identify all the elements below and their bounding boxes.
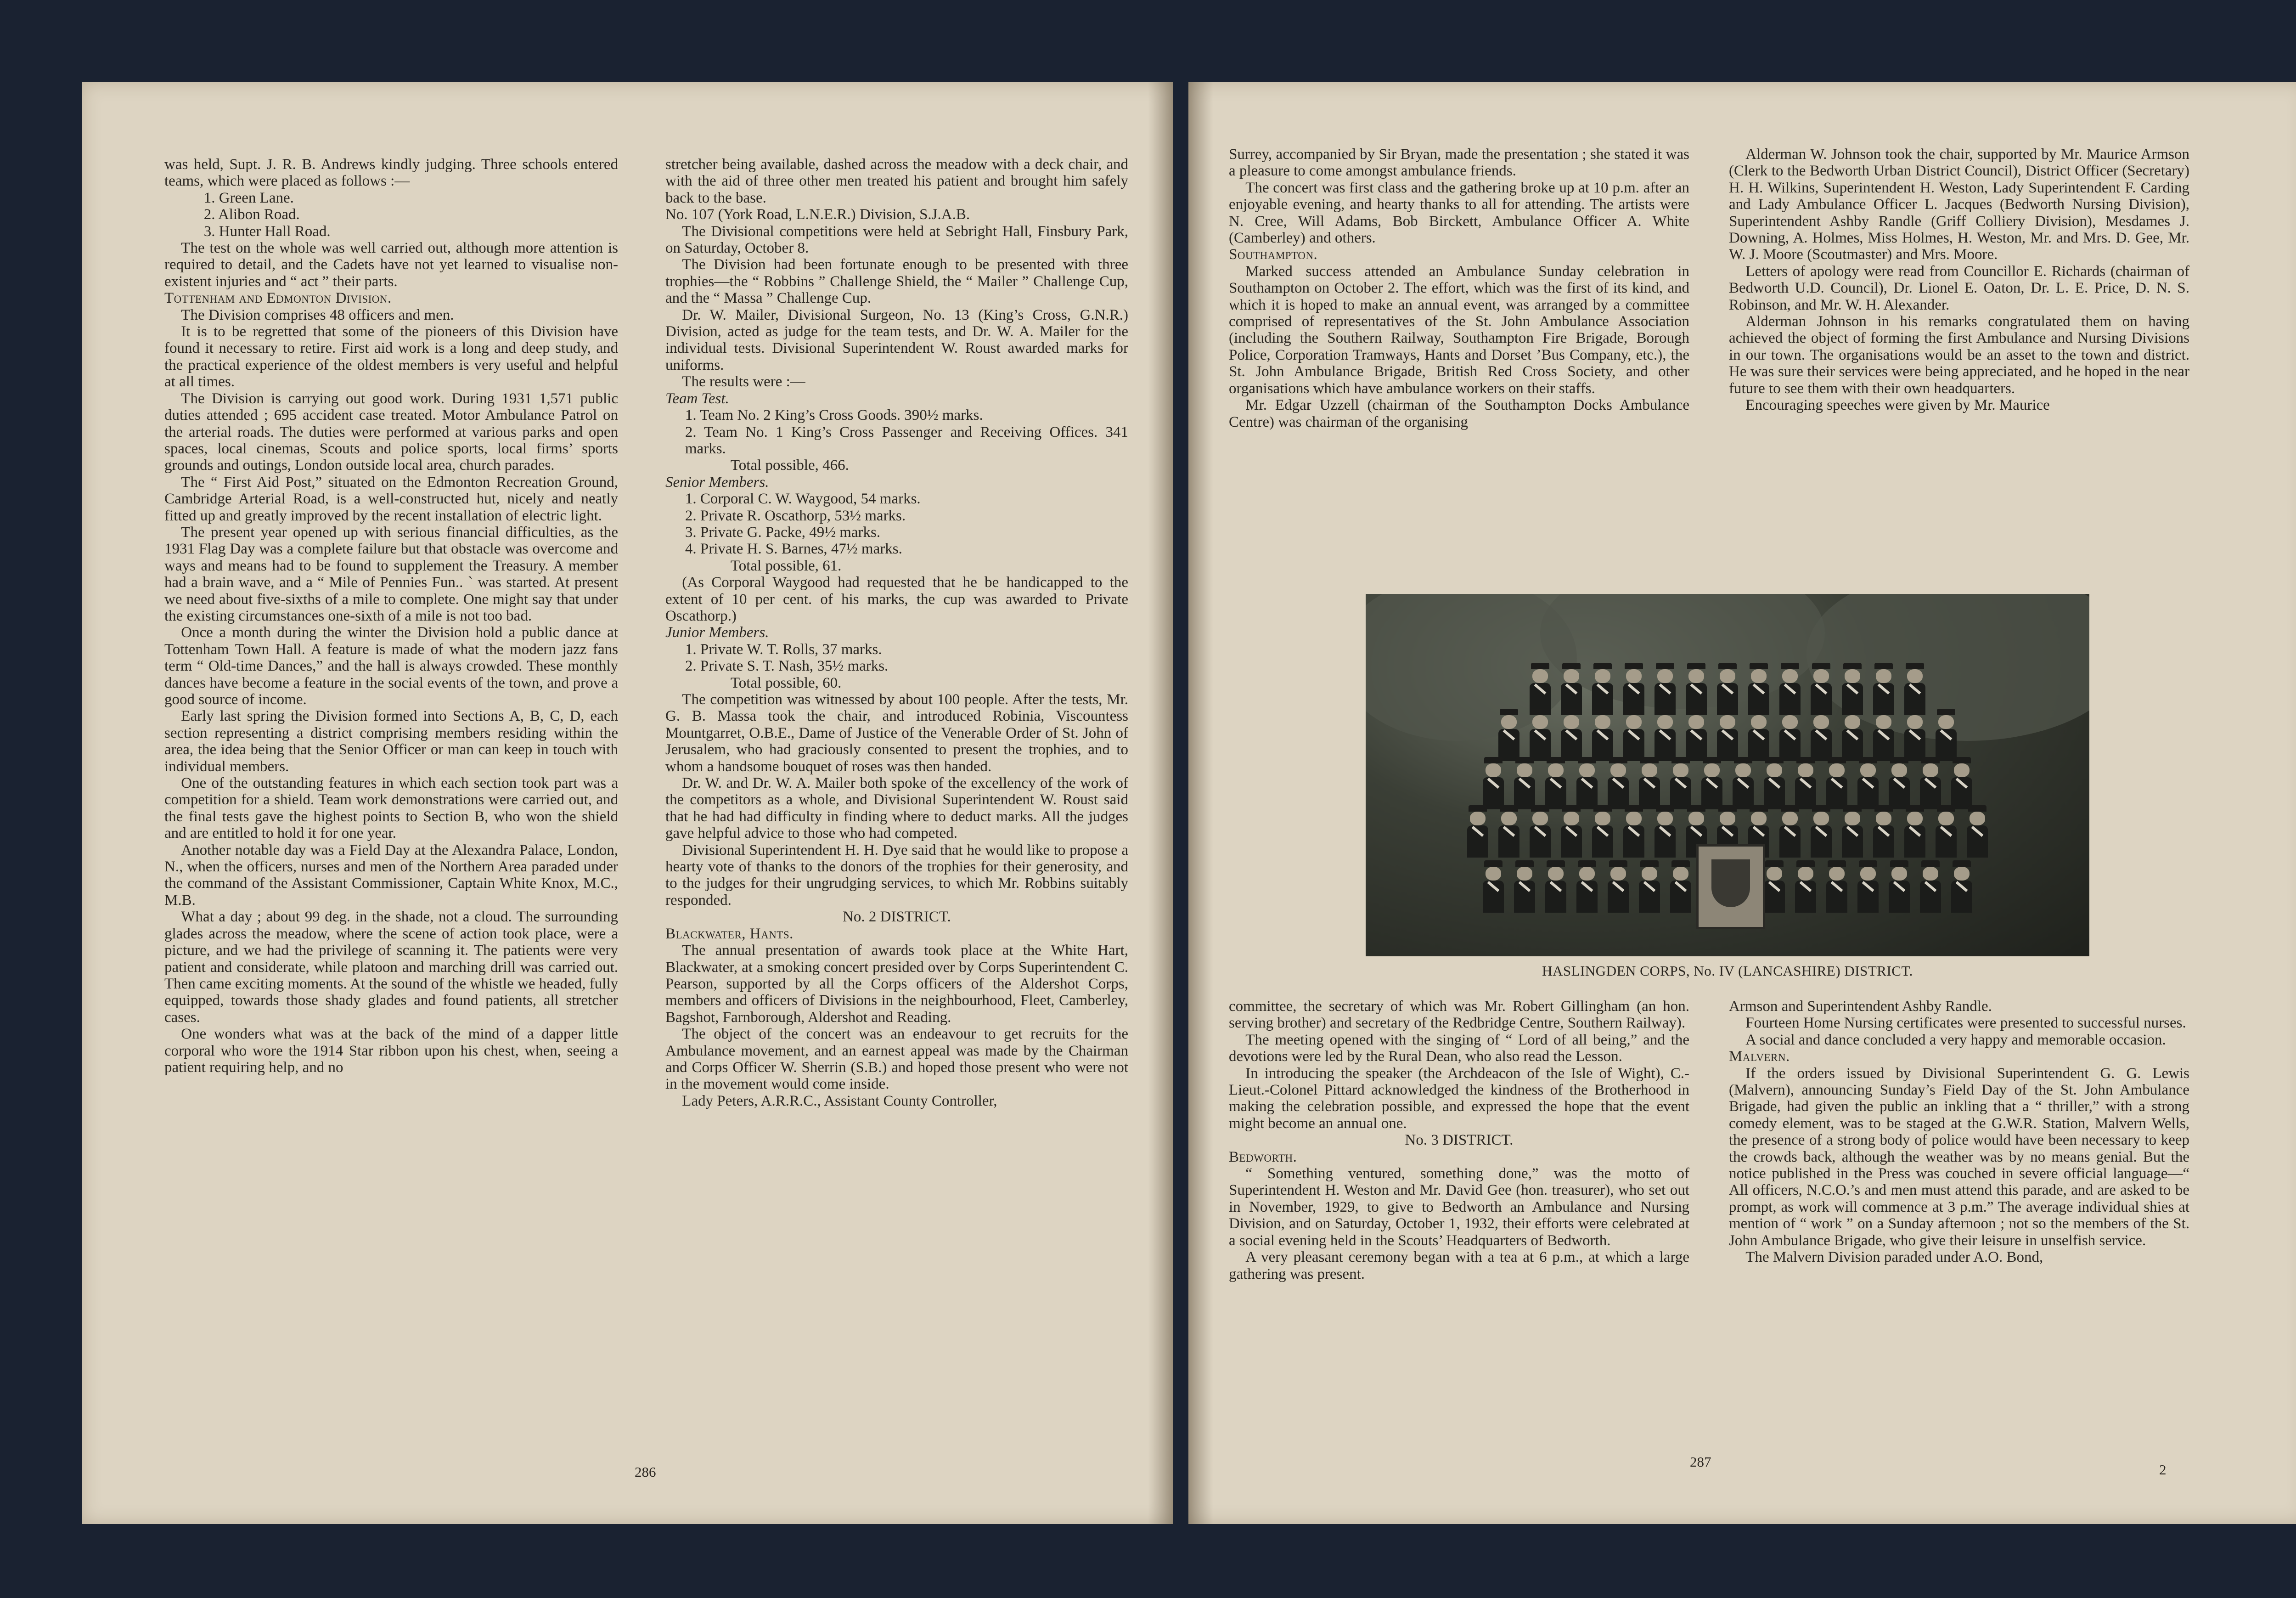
paragraph: 1. Team No. 2 King’s Cross Goods. 390½ marks. xyxy=(685,407,983,424)
photo-figure xyxy=(1779,805,1801,858)
photo-figure xyxy=(1639,860,1660,913)
photo-figure xyxy=(1936,709,1957,761)
photo-figure xyxy=(1951,860,1972,913)
right-column-1-bottom xyxy=(1229,998,1689,1282)
paragraph: The object of the concert was an endeavour to get recruits for the Ambulance movement, and an earnest appeal was made by the Chairman and Corps Officer W. Sherrin (S.B.) and hoped those present who were not in the movement would come inside. xyxy=(665,1026,1128,1093)
photo-figure xyxy=(1889,860,1910,913)
photo-figure xyxy=(1842,805,1863,858)
photo-figure xyxy=(1889,757,1910,809)
paragraph: Mr. Edgar Uzzell (chairman of the Southampton Docks Ambulance Centre) was chairman of the organising xyxy=(1229,397,1689,430)
paragraph: The results were :— xyxy=(682,373,805,390)
photo-figure xyxy=(1623,709,1644,761)
paragraph: If the orders issued by Divisional Superintendent G. G. Lewis (Malvern), announcing Sunday’s Field Day of the St. John Ambulance Brigade, had given the public an inkling that a “ thriller,” with a strong comedy element, was to be staged at the G.W.R. Station, Malvern Wells, the presence of a strong body of police would have been necessary to keep the crowds back, although the weather was by no means genial. But the notice published in the Press was couched in severe official language—“ All officers, N.C.O.’s and men must attend this parade, and are asked to be prompt, as work will commence at 3 p.m.” The average individual shies at mention of “ work ” on a Sunday afternoon ; not so the members of the St. John Ambulance Brigade, who give their leisure in unselfish service. xyxy=(1729,1065,2189,1249)
photo-figure xyxy=(1561,805,1582,858)
photo-figure xyxy=(1483,757,1504,809)
photo-figure xyxy=(1936,805,1957,858)
photo-figure xyxy=(1592,663,1613,715)
photo-figure xyxy=(1717,709,1738,761)
photo-figure xyxy=(1842,709,1863,761)
photo-figure xyxy=(1951,757,1972,809)
right-column-2-top xyxy=(1729,146,2189,414)
paragraph: 1. Private W. T. Rolls, 37 marks. xyxy=(685,641,882,658)
paragraph: 2. Alibon Road. xyxy=(203,206,300,223)
paragraph: The Divisional competitions were held at Sebright Hall, Finsbury Park, on Saturday, October 8. xyxy=(665,223,1128,257)
photo-figure xyxy=(1842,663,1863,715)
paragraph: 4. Private H. S. Barnes, 47½ marks. xyxy=(685,541,902,558)
paragraph: Dr. W. Mailer, Divisional Surgeon, No. 13 (King’s Cross, G.N.R.) Division, acted as judge for the team tests, and Dr. W. A. Mailer for the individual tests. Divisional Superintendent W. Roust awarded marks for uniforms. xyxy=(665,306,1128,373)
section-heading: Southampton. xyxy=(1229,246,1318,263)
paragraph: Armson and Superintendent Ashby Randle. xyxy=(1729,998,1992,1015)
photo-figure xyxy=(1623,663,1644,715)
photo-figure xyxy=(1592,805,1613,858)
photo-figure xyxy=(1826,860,1847,913)
photo-figure xyxy=(1545,860,1566,913)
photo-figure xyxy=(1561,663,1582,715)
photo-figure xyxy=(1654,709,1676,761)
photo-figure xyxy=(1639,757,1660,809)
signature-mark: 2 xyxy=(2159,1462,2167,1478)
paragraph: 2. Private S. T. Nash, 35½ marks. xyxy=(685,658,889,675)
photo-figure xyxy=(1779,709,1801,761)
photo-figure xyxy=(1467,805,1488,858)
photo-figure xyxy=(1748,663,1769,715)
section-heading: Malvern. xyxy=(1729,1048,1790,1065)
subheading: Senior Members. xyxy=(665,474,769,491)
paragraph: Marked success attended an Ambulance Sunday celebration in Southampton on October 2. The effort, which was the first of its kind, and which it is hoped to make an annual event, was arranged by a committee comprised of representatives of the St. John Ambulance Association (including the Southern Railway, Southampton Fire Brigade, Borough Police, Corporation Tramways, Hants and Dorset ’Bus Company, etc.), the St. John Ambulance Brigade, British Red Cross Society, and other organisations which have ambulance workers on their staffs. xyxy=(1229,263,1689,397)
photo-figure xyxy=(1873,805,1894,858)
left-column-1 xyxy=(164,156,618,1076)
paragraph: committee, the secretary of which was Mr. Robert Gillingham (an hon. serving brother) and secretary of the Redbridge Centre, Southern Railway). xyxy=(1229,998,1689,1032)
photo-figure xyxy=(1654,805,1676,858)
photo-caption: HASLINGDEN CORPS, No. IV (LANCASHIRE) DISTRICT. xyxy=(1542,963,1913,979)
photo-figure xyxy=(1811,663,1832,715)
paragraph: What a day ; about 99 deg. in the shade, not a cloud. The surrounding glades across the meadow, where the scene of action took place, were a picture, and we had the privilege of scanning it. The patients were very patient and considerate, while platoon and marching drill was carried out. Then came exciting moments. At the sound of the whistle we headed, fully equipped, towards those shady glades and found patients, all stretcher cases. xyxy=(164,909,618,1026)
paragraph: The test on the whole was well carried out, although more attention is required to detail, and the Cadets have not yet learned to visualise non-existent injuries and “ act ” their parts. xyxy=(164,240,618,290)
paragraph: A very pleasant ceremony began with a tea at 6 p.m., at which a large gathering was present. xyxy=(1229,1249,1689,1282)
right-column-1-top xyxy=(1229,146,1689,430)
paragraph: Lady Peters, A.R.R.C., Assistant County Controller, xyxy=(682,1092,997,1109)
paragraph: Fourteen Home Nursing certificates were presented to successful nurses. xyxy=(1745,1015,2186,1032)
paragraph: The present year opened up with serious financial difficulties, as the 1931 Flag Day was a complete failure but that obstacle was overcome and ways and means had to be found to supplement the Treasury. A member had a brain wave, and a “ Mile of Pennies Fun.. ` was started. At present we need about five-sixths of a mile to complete. One might say that under the existing circumstances one-sixth of a mile is not too bad. xyxy=(164,524,618,624)
section-heading: No. 3 DISTRICT. xyxy=(1405,1132,1514,1149)
paragraph: 1. Corporal C. W. Waygood, 54 marks. xyxy=(685,491,921,508)
section-heading: Bedworth. xyxy=(1229,1148,1297,1165)
photo-figure xyxy=(1826,757,1847,809)
left-column-2 xyxy=(665,156,1128,1109)
photo-figure xyxy=(1608,757,1629,809)
paragraph: Alderman Johnson in his remarks congratulated them on having achieved the object of forming the first Ambulance and Nursing Divisions in our town. The organisations would be an asset to the town and district. He was sure their services were being appreciated, and he hoped in the near future to see them with their own headquarters. xyxy=(1729,313,2189,397)
section-heading: Blackwater, Hants. xyxy=(665,925,793,942)
paragraph: Dr. W. and Dr. W. A. Mailer both spoke of the excellency of the work of the competitors as a whole, and Divisional Superintendent W. Roust said that he had had difficulty in finding where to deduct marks. All the judges gave helpful advice to those who had competed. xyxy=(665,775,1128,842)
paragraph: The competition was witnessed by about 100 people. After the tests, Mr. G. B. Massa took the chair, and introduced Robinia, Viscountess Mountgarret, O.B.E., Dame of Justice of the Venerable Order of St. John of Jerusalem, who had graciously consented to present the trophies, and to whom a handsome bouquet of roses was then handed. xyxy=(665,691,1128,775)
photo-figure xyxy=(1686,663,1707,715)
paragraph: 3. Hunter Hall Road. xyxy=(203,223,331,240)
photo-figure xyxy=(1498,805,1519,858)
paragraph: 2. Private R. Oscathorp, 53½ marks. xyxy=(685,507,906,524)
photo-figure xyxy=(1795,860,1816,913)
paragraph: Once a month during the winter the Division hold a public dance at Tottenham Town Hall. A feature is made of what the modern jazz fans term “ Old-time Dances,” and the hall is always crowded. These monthly dances have become a feature in the social events of the town, and prove a good source of income. xyxy=(164,624,618,708)
paragraph: Surrey, accompanied by Sir Bryan, made the presentation ; she stated it was a pleasure to come amongst ambulance friends. xyxy=(1229,146,1689,180)
photo-figure xyxy=(1530,663,1551,715)
photo-figure xyxy=(1576,860,1598,913)
paragraph: One of the outstanding features in which each section took part was a competition for a shield. Team work demonstrations were carried out, and the final tests gave the highest points to Section B, who won the shield and are entitled to hold it for one year. xyxy=(164,775,618,842)
photo-third-row xyxy=(1366,757,2089,809)
paragraph: Alderman W. Johnson took the chair, supported by Mr. Maurice Armson (Clerk to the Bedworth Urban District Council), District Officer (Secretary) H. H. Wilkins, Superintendent H. Weston, Lady Superintendent F. Carding and Lady Ambulance Officer L. Jacques (Bedworth Nursing Division), Superintendent Ashby Randle (Griff Colliery Division), Mesdames J. Downing, A. Holmes, Miss Holmes, H. Weston, Mr. and Mrs. D. Gee, Mr. W. J. Moore (Scoutmaster) and Mrs. Moore. xyxy=(1729,146,2189,263)
paragraph: Another notable day was a Field Day at the Alexandra Palace, London, N., when the officers, nurses and men of the Northern Area paraded under the command of the Assistant Commissioner, Captain White Knox, M.C., M.B. xyxy=(164,841,618,909)
photo-figure xyxy=(1795,757,1816,809)
paragraph: Total possible, 60. xyxy=(730,674,842,691)
photo-figure xyxy=(1811,805,1832,858)
paragraph: Encouraging speeches were given by Mr. Maurice xyxy=(1745,397,2050,414)
photo-figure xyxy=(1904,805,1925,858)
paragraph: Divisional Superintendent H. H. Dye said that he would like to propose a hearty vote of thanks to the donors of the trophies for their generosity, and to the judges for their ungrudging services, to which Mr. Robbins suitably responded. xyxy=(665,841,1128,909)
section-heading: No. 2 DISTRICT. xyxy=(843,909,951,926)
right-column-2-bottom xyxy=(1729,998,2189,1266)
paragraph: No. 107 (York Road, L.N.E.R.) Division, S.J.A.B. xyxy=(665,206,970,223)
paragraph: 3. Private G. Packe, 49½ marks. xyxy=(685,524,881,541)
page-number-right: 287 xyxy=(1690,1454,1711,1470)
photo-figure xyxy=(1686,709,1707,761)
paragraph: 2. Team No. 1 King’s Cross Passenger and Receiving Offices. 341 marks. xyxy=(685,423,1128,457)
trophy-shield xyxy=(1696,844,1765,929)
paragraph: The Malvern Division paraded under A.O. Bond, xyxy=(1745,1249,2043,1266)
paragraph: It is to be regretted that some of the pioneers of this Division have found it necessary to retire. First aid work is a long and deep study, and the practical experience of the oldest members is very useful and helpful at all times. xyxy=(164,323,618,390)
subheading: Junior Members. xyxy=(665,624,769,641)
page-number-left: 286 xyxy=(635,1464,656,1480)
gutter-shadow xyxy=(1148,82,1173,1524)
photo-figure xyxy=(1576,757,1598,809)
photo-figure xyxy=(1733,757,1754,809)
photo-figure xyxy=(1779,663,1801,715)
paragraph: Early last spring the Division formed into Sections A, B, C, D, each section representing a district comprising members residing within the area, the idea being that the Senior Officer or man can keep in touch with individual members. xyxy=(164,708,618,775)
paragraph: A social and dance concluded a very happy and memorable occasion. xyxy=(1745,1031,2166,1048)
paragraph: (As Corporal Waygood had requested that he be handicapped to the extent of 10 per cent. of his marks, the cup was awarded to Private Oscathorp.) xyxy=(665,574,1128,624)
photo-figure xyxy=(1670,860,1691,913)
photo-second-row xyxy=(1366,709,2089,761)
paragraph: was held, Supt. J. R. B. Andrews kindly judging. Three schools entered teams, which were placed as follows :— xyxy=(164,156,618,190)
photo-figure xyxy=(1701,757,1722,809)
gutter-shadow xyxy=(1188,82,1213,1524)
paragraph: The annual presentation of awards took place at the White Hart, Blackwater, at a smoking concert presided over by Corps Superintendent C. Pearson, supported by all the Corps officers of the Aldershot Corps, members and officers of Divisions in the neighbourhood, Fleet, Camberley, Bagshot, Farnborough, Aldershot and Reading. xyxy=(665,942,1128,1026)
paragraph: The Division is carrying out good work. During 1931 1,571 public duties attended ; 695 accident case treated. Motor Ambulance Patrol on the arterial roads. The duties were performed at various parks and open spaces, local cinemas, Scouts and police sports, local firms’ sports grounds and outings, London outside local area, church parades. xyxy=(164,390,618,474)
photo-figure xyxy=(1920,757,1941,809)
photo-figure xyxy=(1654,663,1676,715)
photo-figure xyxy=(1608,860,1629,913)
photo-figure xyxy=(1530,805,1551,858)
paragraph: “ Something ventured, something done,” was the motto of Superintendent H. Weston and Mr. David Gee (hon. treasurer), who set out in November, 1929, to give to Bedworth an Ambulance and Nursing Division, and on Saturday, October 1, 1932, their efforts were celebrated at a social evening held in the Scouts’ Headquarters of Bedworth. xyxy=(1229,1165,1689,1249)
photo-figure xyxy=(1904,709,1925,761)
photo-figure xyxy=(1764,860,1785,913)
group-photograph xyxy=(1366,594,2089,956)
paragraph: One wonders what was at the back of the mind of a dapper little corporal who wore the 1914 Star ribbon upon his chest, when, seeing a patient requiring help, and no xyxy=(164,1026,618,1076)
photo-figure xyxy=(1514,860,1535,913)
paragraph: In introducing the speaker (the Archdeacon of the Isle of Wight), C.-Lieut.-Colonel Pittard acknowledged the kindness of the Brotherhood in making the celebration possible, and expressed the hope that the event might become an annual one. xyxy=(1229,1065,1689,1132)
subheading: Team Test. xyxy=(665,390,729,407)
photo-figure xyxy=(1514,757,1535,809)
photo-figure xyxy=(1592,709,1613,761)
section-heading: Tottenham and Edmonton Division. xyxy=(164,290,392,307)
photo-back-row xyxy=(1366,663,2089,715)
photo-figure xyxy=(1717,663,1738,715)
photo-figure xyxy=(1857,757,1879,809)
photo-figure xyxy=(1561,709,1582,761)
photo-figure xyxy=(1920,860,1941,913)
photo-figure xyxy=(1764,757,1785,809)
paragraph: Total possible, 466. xyxy=(730,457,849,474)
photo-figure xyxy=(1670,757,1691,809)
photo-figure xyxy=(1545,757,1566,809)
paragraph: Total possible, 61. xyxy=(730,557,842,574)
paragraph: The meeting opened with the singing of “ Lord of all being,” and the devotions were led by the Rural Dean, who also read the Lesson. xyxy=(1229,1031,1689,1065)
paragraph: Letters of apology were read from Councillor E. Richards (chairman of Bedworth U.D. Council), Dr. Lionel E. Oaton, Dr. L. E. Price, D. N. S. Robinson, and Mr. W. H. Alexander. xyxy=(1729,263,2189,313)
paragraph: The “ First Aid Post,” situated on the Edmonton Recreation Ground, Cambridge Arterial Road, is a well-constructed hut, nicely and neatly fitted up and greatly improved by the recent installation of electric light. xyxy=(164,474,618,524)
photo-figure xyxy=(1530,709,1551,761)
photo-figure xyxy=(1623,805,1644,858)
paragraph: The concert was first class and the gathering broke up at 10 p.m. after an enjoyable evening, and hearty thanks to all for attending. The artists were N. Cree, Will Adams, Bob Birckett, Ambulance Officer A. White (Camberley) and others. xyxy=(1229,179,1689,247)
photo-figure xyxy=(1483,860,1504,913)
photo-figure xyxy=(1904,663,1925,715)
photo-figure xyxy=(1967,805,1988,858)
photo-figure xyxy=(1873,709,1894,761)
paragraph: The Division comprises 48 officers and men. xyxy=(181,306,454,323)
photo-figure xyxy=(1811,709,1832,761)
photo-figure xyxy=(1857,860,1879,913)
paragraph: 1. Green Lane. xyxy=(203,189,294,206)
photo-figure xyxy=(1873,663,1894,715)
paragraph: stretcher being available, dashed across the meadow with a deck chair, and with the aid of three other men treated his patient and brought him safely back to the base. xyxy=(665,156,1128,206)
paragraph: The Division had been fortunate enough to be presented with three trophies—the “ Robbins ” Challenge Shield, the “ Mailer ” Challenge Cup, and the “ Massa ” Challenge Cup. xyxy=(665,256,1128,307)
photo-figure xyxy=(1498,709,1519,761)
photo-figure xyxy=(1748,709,1769,761)
